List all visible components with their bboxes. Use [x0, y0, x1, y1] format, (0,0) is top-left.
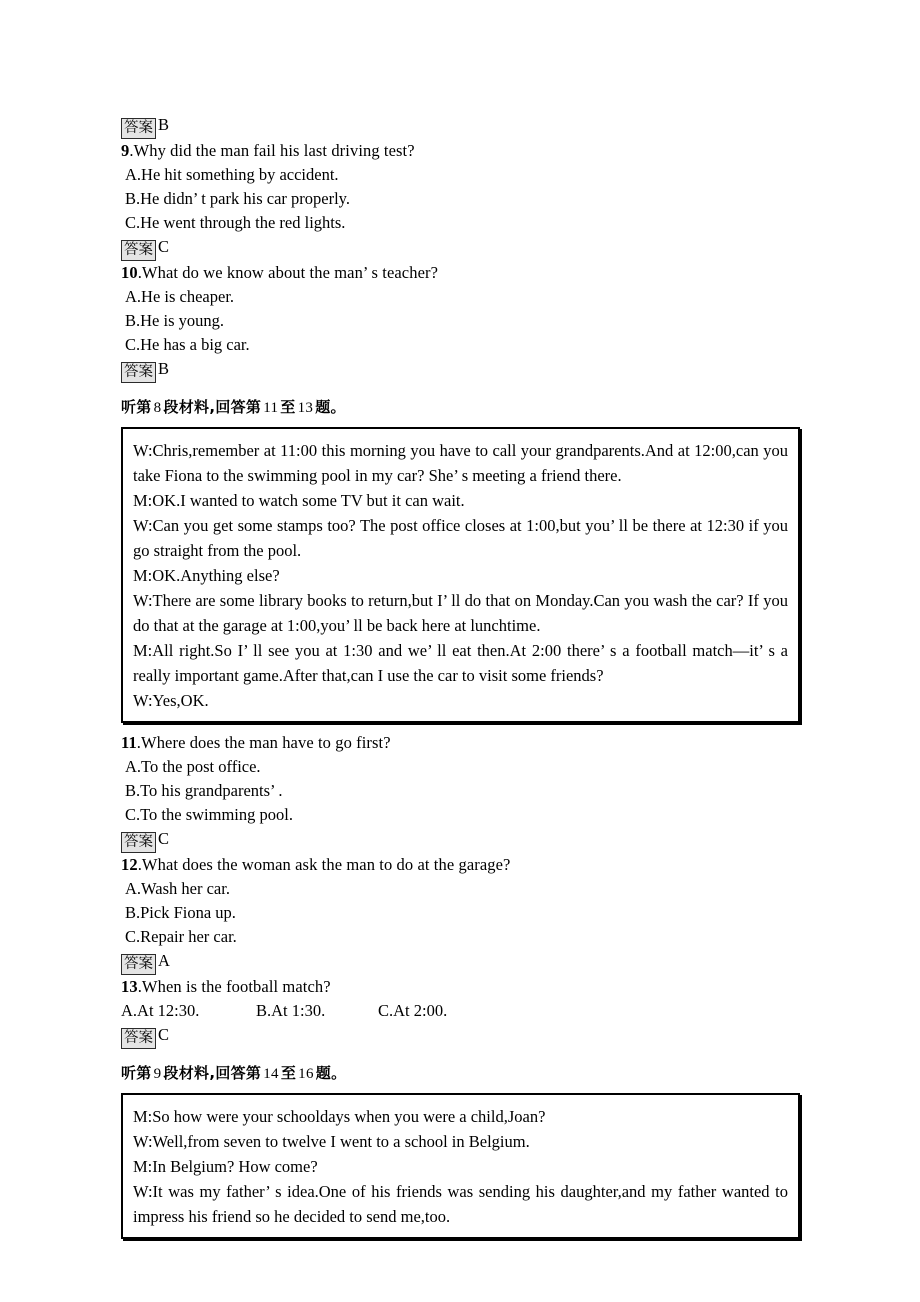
answer-label-badge: 答案 [121, 240, 156, 261]
question-12-stem [121, 853, 810, 877]
dialogue-line: W:There are some library books to return,but I’ ll do that on Monday.Can you wash the car? If you do that at the garage at 1:00,you’ ll be back here at lunchtime. [133, 591, 793, 635]
dialogue-line: M:In Belgium? How come? [133, 1157, 318, 1176]
answer-letter: B [158, 115, 170, 134]
section-heading-9 [121, 1062, 810, 1085]
question-10-text: .What do we know about the man’ s teacher? [137, 263, 439, 282]
answer-label-badge: 答案 [121, 832, 156, 853]
section-8-question-end: 13 [297, 400, 314, 416]
section-9-prefix: 听第 [121, 1064, 152, 1082]
answer-row-q13 [121, 1023, 810, 1049]
answer-letter: B [158, 359, 170, 378]
question-13-stem [121, 975, 810, 999]
question-9-option-b[interactable]: B.He didn’ t park his car properly. [125, 189, 350, 208]
answer-letter: A [158, 951, 170, 970]
question-12-number: 12 [121, 855, 138, 874]
question-12-text: .What does the woman ask the man to do at the garage? [137, 855, 511, 874]
answer-row-q12 [121, 949, 810, 975]
answer-label-badge: 答案 [121, 362, 156, 383]
question-11-stem [121, 731, 810, 755]
dialogue-box-9 [121, 1093, 800, 1239]
section-9-mid: 段材料,回答第 [163, 1064, 262, 1082]
question-10-option-b[interactable]: B.He is young. [125, 311, 224, 330]
question-13-options [121, 999, 810, 1023]
answer-label-badge: 答案 [121, 1028, 156, 1049]
question-11-text: .Where does the man have to go first? [136, 733, 391, 752]
question-11-number: 11 [121, 733, 137, 752]
question-13-option-c[interactable]: C.At 2:00. [378, 1001, 448, 1020]
section-8-prefix: 听第 [121, 398, 152, 416]
question-13-option-a[interactable]: A.At 12:30. [121, 1001, 200, 1020]
section-9-suffix: 题。 [315, 1064, 347, 1082]
section-8-mid: 段材料,回答第 [163, 398, 262, 416]
dialogue-line: M:All right.So I’ ll see you at 1:30 and we’ ll eat then.At 2:00 there’ s a football match—it’ s a really important game.After that,can I use the car to visit some friends? [133, 641, 793, 685]
answer-label-badge: 答案 [121, 954, 156, 975]
answer-row-q10 [121, 357, 810, 383]
answer-row-q11 [121, 827, 810, 853]
dialogue-line: M:OK.Anything else? [133, 566, 280, 585]
section-8-question-start: 11 [263, 400, 279, 416]
question-10-option-c[interactable]: C.He has a big car. [125, 335, 250, 354]
question-13-option-b[interactable]: B.At 1:30. [256, 1001, 326, 1020]
question-11-option-b[interactable]: B.To his grandparents’ . [125, 781, 283, 800]
question-12-option-a[interactable]: A.Wash her car. [125, 879, 230, 898]
dialogue-line: W:Chris,remember at 11:00 this morning you have to call your grandparents.And at 12:00,can you take Fiona to the swimming pool in my car? She’ s meeting a friend there. [133, 441, 793, 485]
section-8-suffix: 题。 [315, 398, 346, 416]
section-9-to: 至 [280, 1064, 297, 1082]
section-9-material-number: 9 [153, 1066, 162, 1082]
question-11-option-c[interactable]: C.To the swimming pool. [125, 805, 293, 824]
question-12-option-b[interactable]: B.Pick Fiona up. [125, 903, 236, 922]
question-9-option-a[interactable]: A.He hit something by accident. [125, 165, 339, 184]
answer-letter: C [158, 829, 170, 848]
dialogue-line: W:Yes,OK. [133, 691, 209, 710]
question-10-stem [121, 261, 810, 285]
dialogue-line: M:OK.I wanted to watch some TV but it can wait. [133, 491, 465, 510]
answer-letter: C [158, 237, 170, 256]
section-8-to: 至 [280, 398, 296, 416]
question-9-text: .Why did the man fail his last driving test? [129, 141, 415, 160]
section-9-question-start: 14 [263, 1066, 279, 1082]
answer-row-q9 [121, 235, 810, 261]
answer-label-badge: 答案 [121, 118, 156, 139]
question-13-text: .When is the football match? [137, 977, 331, 996]
section-heading-8 [121, 396, 810, 419]
dialogue-line: M:So how were your schooldays when you were a child,Joan? [133, 1107, 546, 1126]
dialogue-line: W:It was my father’ s idea.One of his friends was sending his daughter,and my father wanted to impress his friend so he decided to send me,too. [133, 1182, 793, 1226]
question-10-number: 10 [121, 263, 138, 282]
question-9-number: 9 [121, 141, 130, 160]
question-12-option-c[interactable]: C.Repair her car. [125, 927, 237, 946]
dialogue-line: W:Well,from seven to twelve I went to a school in Belgium. [133, 1132, 530, 1151]
section-8-material-number: 8 [153, 400, 162, 416]
answer-letter: C [158, 1025, 170, 1044]
question-10-option-a[interactable]: A.He is cheaper. [125, 287, 235, 306]
dialogue-box-8 [121, 427, 800, 723]
section-9-question-end: 16 [298, 1066, 314, 1082]
answer-row-q8 [121, 113, 810, 139]
question-9-option-c[interactable]: C.He went through the red lights. [125, 213, 346, 232]
question-9-stem [121, 139, 810, 163]
question-13-number: 13 [121, 977, 138, 996]
question-11-option-a[interactable]: A.To the post office. [125, 757, 261, 776]
dialogue-line: W:Can you get some stamps too? The post office closes at 1:00,but you’ ll be there at 12:30 if you go straight from the pool. [133, 516, 793, 560]
